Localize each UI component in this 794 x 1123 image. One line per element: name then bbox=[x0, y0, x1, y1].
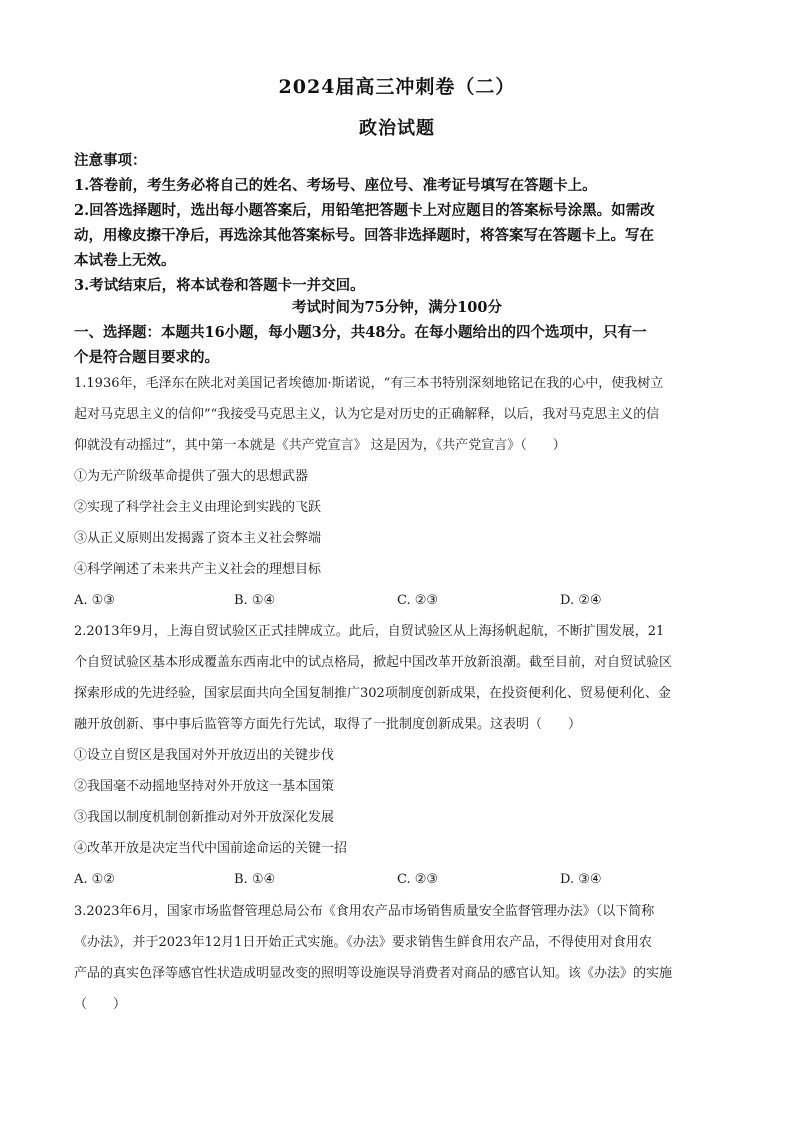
question-stem-line: 探索形成的先进经验，国家层面共向全国复制推广302项制度创新成果，在投资便利化、贸易便利化、金 bbox=[74, 686, 671, 701]
notes-block bbox=[74, 148, 724, 298]
exam-subject: 政治试题 bbox=[359, 118, 435, 139]
statement: ③我国以制度机制创新推动对外开放深化发展 bbox=[74, 810, 335, 825]
question-stem-line: 产品的真实色泽等感官性状造成明显改变的照明等设施误导消费者对商品的感官认知。该《办法》的实施 bbox=[74, 966, 673, 981]
exam-time-score: 考试时间为75分钟，满分100分 bbox=[292, 299, 502, 316]
statement: ④科学阐述了未来共产主义社会的理想目标 bbox=[74, 562, 322, 577]
notes-line: 3.考试结束后，将本试卷和答题卡一并交回。 bbox=[74, 277, 365, 294]
answer-options bbox=[74, 585, 724, 616]
option-a: A. ①② bbox=[74, 872, 115, 887]
notes-line: 动，用橡皮擦干净后，再选涂其他答案标号。回答非选择题时，将答案写在答题卡上。写在 bbox=[74, 227, 654, 244]
exam-title: 2024届高三冲刺卷（二） bbox=[278, 76, 516, 98]
option-a: A. ①③ bbox=[74, 593, 115, 608]
statement: ④改革开放是决定当代中国前途命运的关键一招 bbox=[74, 841, 348, 856]
question-stem-line: 2.2013年9月，上海自贸试验区正式挂牌成立。此后，自贸试验区从上海扬帆起航，不断扩围发展，21 bbox=[74, 624, 665, 639]
question-2 bbox=[74, 616, 724, 895]
question-stem-line: 3.2023年6月，国家市场监督管理总局公布《食用农产品市场销售质量安全监督管理办法》（以下简称 bbox=[74, 904, 655, 919]
notes-line: 2.回答选择题时，选出每小题答案后，用铅笔把答题卡上对应题目的答案标号涂黑。如需改 bbox=[74, 202, 655, 219]
statement: ③从正义原则出发揭露了资本主义社会弊端 bbox=[74, 531, 322, 546]
notes-heading: 注意事项： bbox=[74, 152, 147, 169]
question-stem-line: 个自贸试验区基本形成覆盖东西南北中的试点格局，掀起中国改革开放新浪潮。截至目前，对自贸试验区 bbox=[74, 655, 673, 670]
question-stem-line: 起对马克思主义的信仰”“我接受马克思主义，认为它是对历史的正确解释，以后，我对马克思主义的信 bbox=[74, 407, 660, 422]
option-b: B. ①④ bbox=[234, 593, 276, 608]
question-stem-line: 仰就没有动摇过”，其中第一本就是《共产党宣言》 这是因为，《共产党宣言》（ ） bbox=[74, 438, 566, 453]
notes-line: 本试卷上无效。 bbox=[74, 252, 176, 269]
section-line: 个是符合题目要求的。 bbox=[74, 349, 219, 366]
question-stem-line: 融开放创新、事中事后监管等方面先行先试，取得了一批制度创新成果。这表明（ ） bbox=[74, 717, 582, 732]
option-d: D. ③④ bbox=[560, 872, 602, 887]
question-stem-line: 1.1936年，毛泽东在陕北对美国记者埃德加·斯诺说，“有三本书特别深刻地铭记在我的心中，使我树立 bbox=[74, 376, 664, 391]
section-line: 一、选择题：本题共16小题，每小题3分，共48分。在每小题给出的四个选项中，只有一 bbox=[74, 324, 647, 341]
statement: ①为无产阶级革命提供了强大的思想武器 bbox=[74, 469, 309, 484]
section-heading bbox=[74, 320, 724, 370]
option-b: B. ①④ bbox=[234, 872, 276, 887]
answer-options bbox=[74, 864, 724, 895]
option-c: C. ②③ bbox=[397, 593, 439, 608]
option-c: C. ②③ bbox=[397, 872, 439, 887]
question-stem-line: 《办法》，并于2023年12月1日开始正式实施。《办法》要求销售生鲜食用农产品，不得使用对食用农 bbox=[74, 935, 652, 950]
statement: ②我国毫不动摇地坚持对外开放这一基本国策 bbox=[74, 779, 335, 794]
question-stem-line: （ ） bbox=[74, 997, 127, 1012]
statement: ②实现了科学社会主义由理论到实践的飞跃 bbox=[74, 500, 322, 515]
question-3 bbox=[74, 896, 724, 1020]
notes-line: 1.答卷前，考生务必将自己的姓名、考场号、座位号、准考证号填写在答题卡上。 bbox=[74, 177, 597, 194]
question-1 bbox=[74, 368, 724, 616]
statement: ①设立自贸区是我国对外开放迈出的关键步伐 bbox=[74, 748, 335, 763]
option-d: D. ②④ bbox=[560, 593, 602, 608]
